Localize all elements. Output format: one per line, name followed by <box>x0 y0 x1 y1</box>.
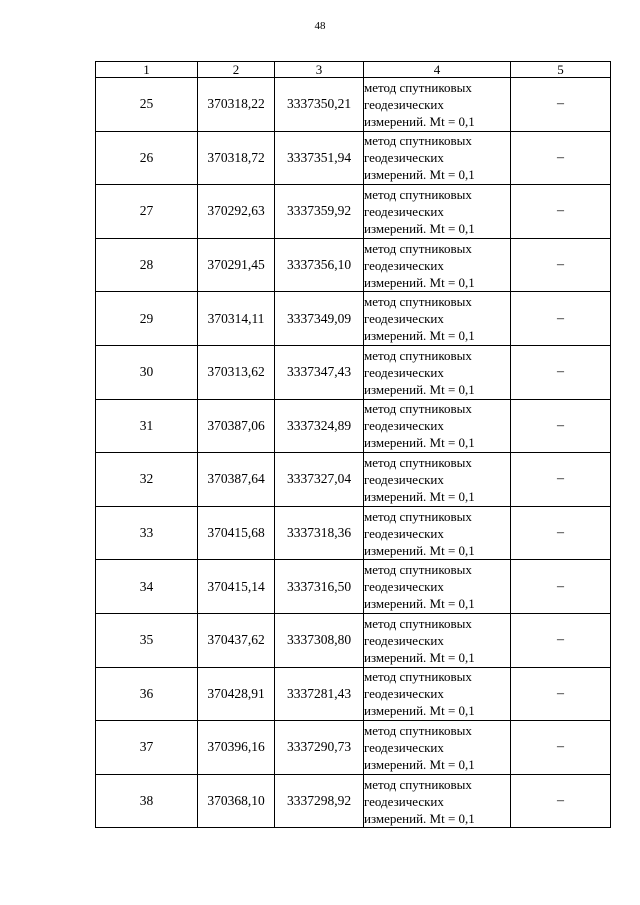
note-cell: – <box>511 345 611 399</box>
y-coordinate-cell: 3337356,10 <box>275 238 364 292</box>
x-coordinate-cell: 370292,63 <box>198 185 275 239</box>
y-coordinate-cell: 3337316,50 <box>275 560 364 614</box>
method-line: метод спутниковых <box>364 615 472 631</box>
method-cell <box>364 613 511 667</box>
x-coordinate-cell: 370415,14 <box>198 560 275 614</box>
method-cell <box>364 774 511 828</box>
method-line: измерений. Mt = 0,1 <box>364 167 475 183</box>
method-line: метод спутниковых <box>364 186 472 202</box>
column-header-1: 1 <box>96 62 198 78</box>
method-line: геодезических <box>364 364 444 380</box>
x-coordinate-cell: 370428,91 <box>198 667 275 721</box>
note-cell: – <box>511 560 611 614</box>
method-cell <box>364 345 511 399</box>
x-coordinate-cell: 370396,16 <box>198 721 275 775</box>
method-line: геодезических <box>364 579 444 595</box>
method-line: геодезических <box>364 471 444 487</box>
x-coordinate-cell: 370437,62 <box>198 613 275 667</box>
x-coordinate-cell: 370387,06 <box>198 399 275 453</box>
method-cell <box>364 292 511 346</box>
point-number-cell: 38 <box>96 774 198 828</box>
table-row <box>96 721 611 775</box>
method-line: геодезических <box>364 311 444 327</box>
table-row <box>96 453 611 507</box>
note-cell: – <box>511 774 611 828</box>
method-line: измерений. Mt = 0,1 <box>364 488 475 504</box>
x-coordinate-cell: 370313,62 <box>198 345 275 399</box>
method-line: метод спутниковых <box>364 454 472 470</box>
point-number-cell: 33 <box>96 506 198 560</box>
method-line: метод спутниковых <box>364 722 472 738</box>
table-row <box>96 774 611 828</box>
table-body <box>96 78 611 828</box>
point-number-cell: 35 <box>96 613 198 667</box>
note-cell: – <box>511 667 611 721</box>
point-number-cell: 36 <box>96 667 198 721</box>
coordinates-table <box>95 61 611 828</box>
point-number-cell: 31 <box>96 399 198 453</box>
method-line: измерений. Mt = 0,1 <box>364 703 475 719</box>
method-line: метод спутниковых <box>364 79 472 95</box>
method-line: измерений. Mt = 0,1 <box>364 328 475 344</box>
method-cell <box>364 453 511 507</box>
table-row <box>96 613 611 667</box>
method-line: измерений. Mt = 0,1 <box>364 274 475 290</box>
note-cell: – <box>511 78 611 132</box>
x-coordinate-cell: 370291,45 <box>198 238 275 292</box>
table-row <box>96 667 611 721</box>
method-line: метод спутниковых <box>364 562 472 578</box>
column-header-4: 4 <box>364 62 511 78</box>
point-number-cell: 30 <box>96 345 198 399</box>
method-line: геодезических <box>364 739 444 755</box>
method-line: измерений. Mt = 0,1 <box>364 542 475 558</box>
method-cell <box>364 131 511 185</box>
note-cell: – <box>511 238 611 292</box>
method-cell <box>364 399 511 453</box>
method-line: измерений. Mt = 0,1 <box>364 810 475 826</box>
page-number: 48 <box>314 20 326 32</box>
note-cell: – <box>511 721 611 775</box>
method-line: измерений. Mt = 0,1 <box>364 220 475 236</box>
method-line: измерений. Mt = 0,1 <box>364 649 475 665</box>
table-row <box>96 345 611 399</box>
y-coordinate-cell: 3337281,43 <box>275 667 364 721</box>
x-coordinate-cell: 370318,72 <box>198 131 275 185</box>
note-cell: – <box>511 613 611 667</box>
method-line: метод спутниковых <box>364 401 472 417</box>
method-line: метод спутниковых <box>364 240 472 256</box>
method-line: геодезических <box>364 686 444 702</box>
y-coordinate-cell: 3337351,94 <box>275 131 364 185</box>
column-header-2: 2 <box>198 62 275 78</box>
point-number-cell: 34 <box>96 560 198 614</box>
table-row <box>96 238 611 292</box>
method-line: измерений. Mt = 0,1 <box>364 381 475 397</box>
table-row <box>96 560 611 614</box>
method-line: геодезических <box>364 418 444 434</box>
y-coordinate-cell: 3337290,73 <box>275 721 364 775</box>
point-number-cell: 25 <box>96 78 198 132</box>
method-cell <box>364 667 511 721</box>
table-row <box>96 185 611 239</box>
y-coordinate-cell: 3337324,89 <box>275 399 364 453</box>
point-number-cell: 37 <box>96 721 198 775</box>
table-row <box>96 131 611 185</box>
method-line: метод спутниковых <box>364 294 472 310</box>
note-cell: – <box>511 399 611 453</box>
y-coordinate-cell: 3337349,09 <box>275 292 364 346</box>
note-cell: – <box>511 131 611 185</box>
column-header-5: 5 <box>511 62 611 78</box>
method-line: геодезических <box>364 96 444 112</box>
method-line: измерений. Mt = 0,1 <box>364 596 475 612</box>
method-line: геодезических <box>364 632 444 648</box>
method-cell <box>364 78 511 132</box>
column-header-3: 3 <box>275 62 364 78</box>
y-coordinate-cell: 3337359,92 <box>275 185 364 239</box>
table-row <box>96 399 611 453</box>
y-coordinate-cell: 3337308,80 <box>275 613 364 667</box>
table-row <box>96 292 611 346</box>
method-line: метод спутниковых <box>364 508 472 524</box>
note-cell: – <box>511 292 611 346</box>
point-number-cell: 27 <box>96 185 198 239</box>
method-cell <box>364 185 511 239</box>
table-row <box>96 78 611 132</box>
point-number-cell: 29 <box>96 292 198 346</box>
method-line: геодезических <box>364 257 444 273</box>
method-line: измерений. Mt = 0,1 <box>364 113 475 129</box>
method-line: геодезических <box>364 525 444 541</box>
method-cell <box>364 721 511 775</box>
point-number-cell: 26 <box>96 131 198 185</box>
method-cell <box>364 560 511 614</box>
method-line: метод спутниковых <box>364 133 472 149</box>
method-line: метод спутниковых <box>364 776 472 792</box>
note-cell: – <box>511 506 611 560</box>
x-coordinate-cell: 370387,64 <box>198 453 275 507</box>
note-cell: – <box>511 185 611 239</box>
y-coordinate-cell: 3337347,43 <box>275 345 364 399</box>
table-row <box>96 506 611 560</box>
method-cell <box>364 506 511 560</box>
note-cell: – <box>511 453 611 507</box>
method-line: геодезических <box>364 150 444 166</box>
method-line: измерений. Mt = 0,1 <box>364 435 475 451</box>
header-row <box>96 62 611 78</box>
x-coordinate-cell: 370314,11 <box>198 292 275 346</box>
method-line: геодезических <box>364 203 444 219</box>
method-cell <box>364 238 511 292</box>
y-coordinate-cell: 3337350,21 <box>275 78 364 132</box>
method-line: метод спутниковых <box>364 347 472 363</box>
x-coordinate-cell: 370318,22 <box>198 78 275 132</box>
method-line: геодезических <box>364 793 444 809</box>
y-coordinate-cell: 3337318,36 <box>275 506 364 560</box>
y-coordinate-cell: 3337327,04 <box>275 453 364 507</box>
method-line: измерений. Mt = 0,1 <box>364 756 475 772</box>
x-coordinate-cell: 370368,10 <box>198 774 275 828</box>
x-coordinate-cell: 370415,68 <box>198 506 275 560</box>
y-coordinate-cell: 3337298,92 <box>275 774 364 828</box>
method-line: метод спутниковых <box>364 669 472 685</box>
point-number-cell: 32 <box>96 453 198 507</box>
point-number-cell: 28 <box>96 238 198 292</box>
